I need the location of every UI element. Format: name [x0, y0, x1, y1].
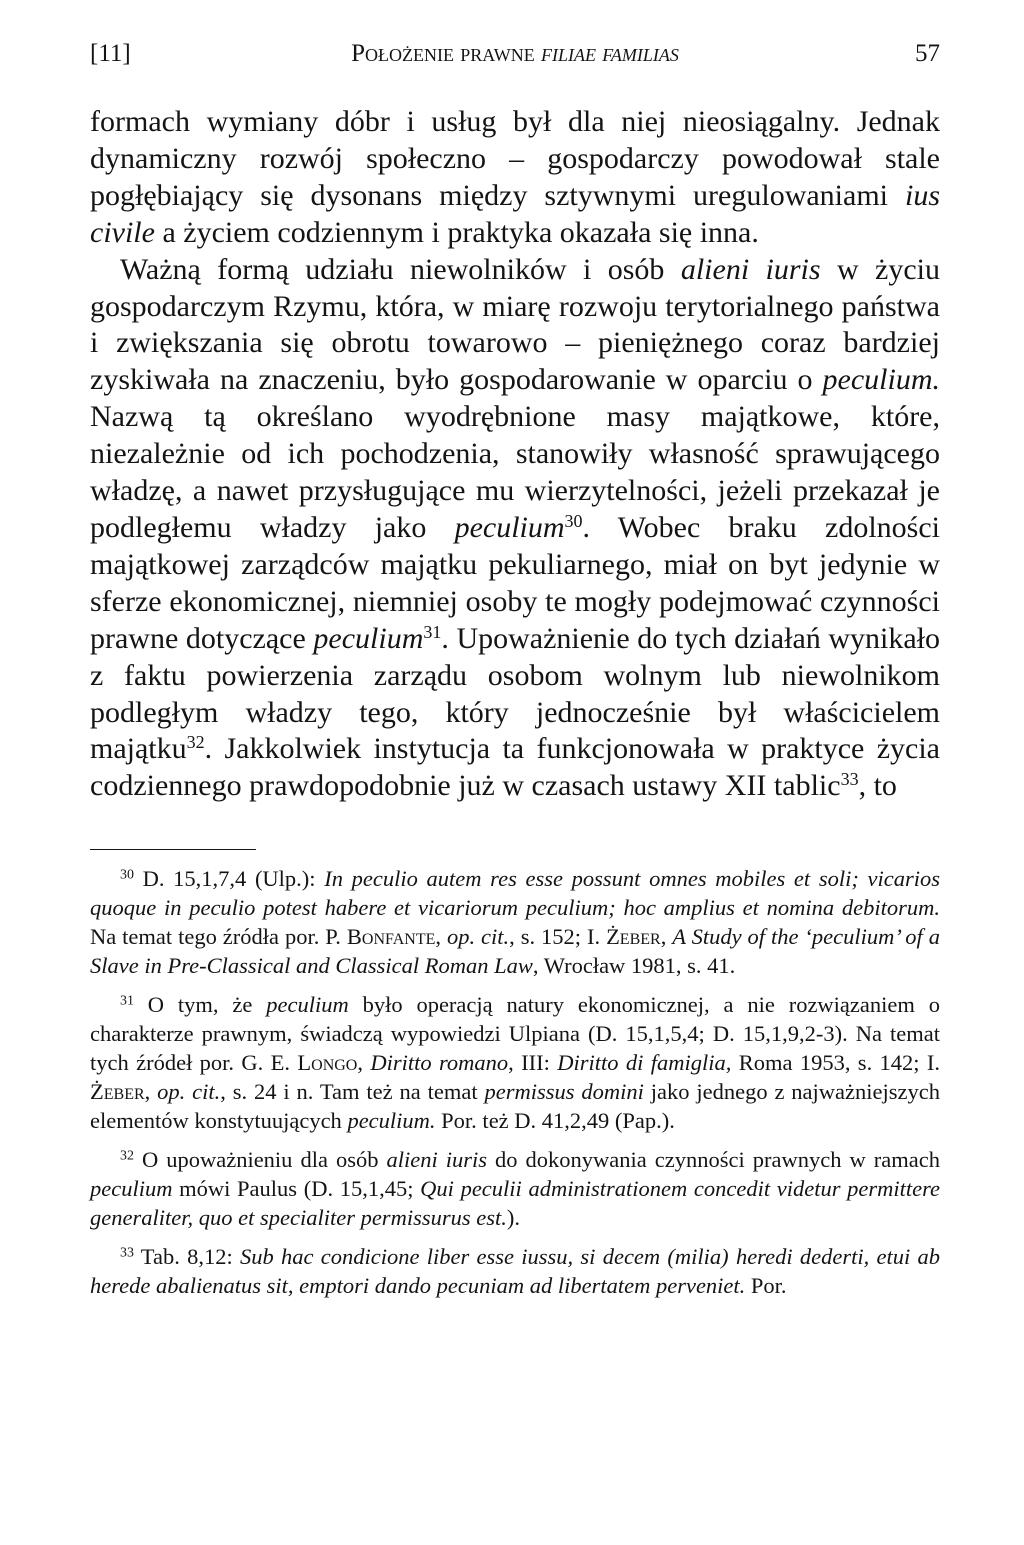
author-name: Bonfante — [346, 924, 436, 949]
footnote-ref-33[interactable]: 33 — [840, 769, 859, 790]
section-number: [11] — [90, 40, 131, 67]
latin-quote: Qui peculii administrationem concedit videtur permittere generaliter, quo et specialiter permissurus est. — [90, 1176, 940, 1230]
footnote-ref-30[interactable]: 30 — [564, 511, 583, 532]
footnote-30: $^{30}$ D. 15,1,7,4 (Ulp.): In peculio autem res esse possunt omnes mobiles et soli; vicarios quoque in peculio potest habere et vicariorum peculium; hoc amplius et nomina debitorum. Na temat tego źródła por. P. Bonfante, op. cit., s. 152; I. Żeber, A Study of the ‘peculium’ of a Slave in Pre-Classical and Classical Roman Law, Wrocław 1981, s. 41. — [90, 866, 941, 978]
running-header — [90, 36, 940, 72]
paragraph-peculium: Ważną formą udziału niewolników i osób alieni iuris w życiu gospodarczym Rzymu, która, w miarę rozwoju terytorialnego państwa i zwiększania się obrotu towarowo – pieniężnego coraz bardziej zyskiwała na znaczeniu, było gospodarowanie w oparciu o peculium. Nazwą tą określano wyodrębnione masy majątkowe, które, niezależnie od ich pochodzenia, stanowiły własność sprawującego władzę, a nawet przysługujące mu wierzytelności, jeżeli przekazał je podległemu władzy jako peculium$^{30}$. Wobec braku zdolności majątkowej zarządców majątku pekuliarnego, miał on byt jedynie w sferze ekonomicznej, niemniej osoby te mogły podejmować czynności prawne dotyczące peculium$^{31}$. Upoważnienie do tych działań wynikało z faktu powierzenia zarządu osobom wolnym lub niewolnikom podległym władzy tego, który jednocześnie był właścicielem majątku$^{32}$. Jakkolwiek instytucja ta funkcjonowała w praktyce życia codziennego prawdopodobnie już w czasach ustawy XII tablic$^{33}$, to — [90, 252, 941, 803]
footnote-number: 32 — [120, 1148, 134, 1164]
author-name: Żeber — [90, 1079, 145, 1104]
page-number: 57 — [915, 40, 940, 67]
latin-term: peculium. — [822, 363, 940, 397]
footnote-ref-31[interactable]: 31 — [423, 621, 442, 642]
footnote-number: 33 — [120, 1245, 134, 1261]
footnote-ref-32[interactable]: 32 — [186, 732, 205, 753]
footnote-32: $^{32}$ O upoważnieniu dla osób alieni iuris do dokonywania czynności prawnych w ramach peculium mówi Paulus (D. 15,1,45; Qui peculii administrationem concedit videtur permittere generaliter, quo et specialiter permissurus est.). — [90, 1147, 940, 1230]
latin-term: peculium — [313, 621, 424, 655]
footnote-number: 30 — [120, 867, 134, 883]
running-title-latin: filiae familias — [541, 40, 679, 67]
latin-term: peculium — [454, 510, 565, 544]
author-name: Longo — [297, 1050, 358, 1075]
running-title — [90, 36, 940, 72]
running-title-polish: Położenie prawne — [351, 40, 542, 67]
main-text — [90, 104, 940, 805]
latin-term: alieni iuris — [680, 252, 821, 286]
latin-quote: Sub hac condicione liber esse iussu, si decem (milia) heredi dederti, etui ab herede abalienatus sit, emptori dando pecuniam ad libertatem perveniet. — [90, 1244, 940, 1298]
book-title: A Study of the ‘peculium’ of a Slave in Pre-Classical and Classical Roman Law — [90, 924, 941, 978]
footnotes — [90, 864, 940, 1310]
book-title: Diritto romano — [370, 1050, 509, 1075]
author-name: Żeber — [606, 924, 661, 949]
footnote-number: 31 — [120, 993, 134, 1009]
latin-term: ius civile — [90, 178, 940, 249]
footnote-separator — [90, 849, 256, 850]
paragraph-continued: formach wymiany dóbr i usług był dla niej nieosiągalny. Jednak dynamiczny rozwój społeczno – gospodarczy powodował stale pogłębiający się dysonans między sztywnymi uregulowaniami ius civile a życiem codziennym i praktyka okazała się inna. — [90, 105, 940, 249]
footnote-31: $^{31}$ O tym, że peculium było operacją natury ekonomicznej, a nie rozwiązaniem o charakterze prawnym, świadczą wypowiedzi Ulpiana (D. 15,1,5,4; D. 15,1,9,2-3). Na temat tych źródeł por. G. E. Longo, Diritto romano, III: Diritto di famiglia, Roma 1953, s. 142; I. Żeber, op. cit., s. 24 i n. Tam też na temat permissus domini jako jednego z najważniejszych elementów konstytuujących peculium. Por. też D. 41,2,49 (Pap.). — [90, 992, 941, 1133]
footnote-33: $^{33}$ Tab. 8,12: Sub hac condicione liber esse iussu, si decem (milia) heredi dederti, etui ab herede abalienatus sit, emptori dando pecuniam ad libertatem perveniet. Por. — [90, 1244, 940, 1298]
